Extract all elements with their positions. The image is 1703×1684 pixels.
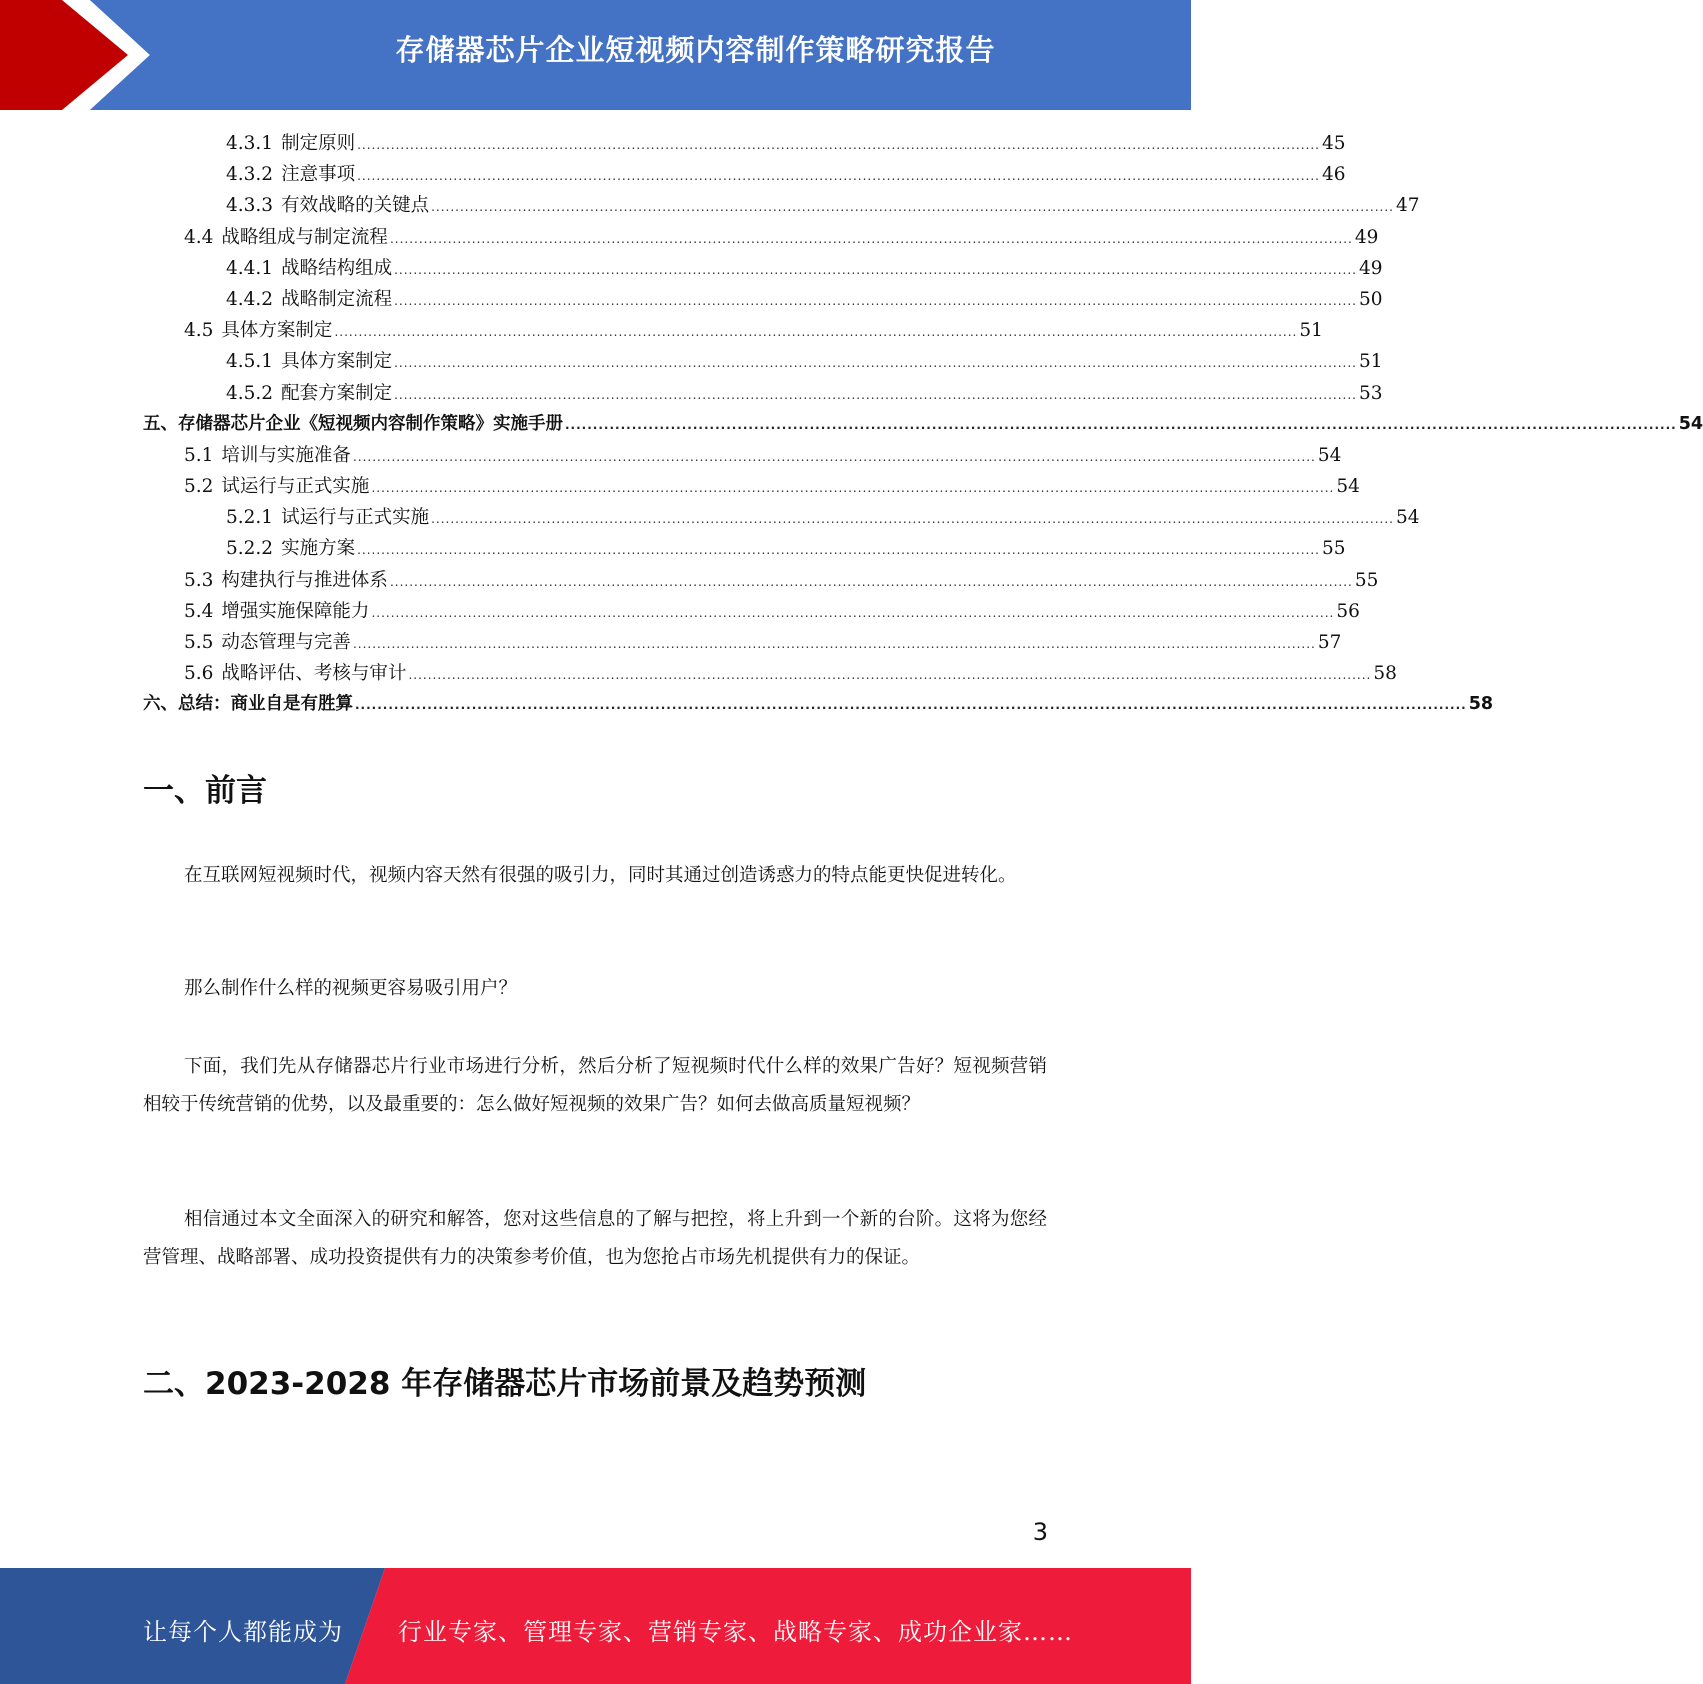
toc-entry-title: 动态管理与完善 <box>221 632 351 653</box>
toc-dot-leader: ........................................................................................................................................................................................................ <box>357 543 1320 558</box>
toc-entry[interactable] <box>143 159 1346 190</box>
toc-entry-number: 4.5 <box>184 320 214 342</box>
toc-entry-page: 54 <box>1678 413 1703 434</box>
page-footer <box>0 1568 1191 1684</box>
toc-entry[interactable] <box>143 471 1360 502</box>
toc-entry-number: 5.5 <box>184 632 214 653</box>
toc-dot-leader: ........................................................................................................................................................................................................ <box>389 574 1353 589</box>
page-header <box>0 0 1191 110</box>
section-heading-market-forecast: 二、2023-2028 年存储器芯片市场前景及趋势预测 <box>143 1366 867 1402</box>
toc-dot-leader: ........................................................................................................................................................................................................ <box>352 637 1316 651</box>
toc-entry[interactable] <box>143 440 1342 471</box>
toc-entry-page: 55 <box>1354 569 1379 591</box>
toc-dot-leader: ........................................................................................................................................................................................................ <box>408 668 1372 683</box>
toc-dot-leader: ........................................................................................................................................................................................................ <box>371 605 1335 620</box>
report-title: 存储器芯片企业短视频内容制作策略研究报告 <box>395 33 996 67</box>
toc-entry-number: 5.6 <box>184 663 214 685</box>
toc-entry-title: 五、存储器芯片企业《短视频内容制作策略》实施手册 <box>143 413 563 434</box>
toc-entry[interactable] <box>143 502 1420 533</box>
toc-entry-title: 制定原则 <box>281 133 356 154</box>
toc-entry[interactable] <box>143 689 1494 720</box>
preface-paragraph-2: 那么制作什么样的视频更容易吸引用户？ <box>184 978 518 999</box>
preface-paragraph-3: 下面，我们先从存储器芯片行业市场进行分析，然后分析了短视频时代什么样的效果广告好？短视频营销相较于传统营销的优势，以及最重要的：怎么做好短视频的效果广告？如何去做高质量短视频？ <box>143 1056 1047 1115</box>
table-of-contents <box>143 128 1703 721</box>
toc-entry-page: 56 <box>1336 600 1360 622</box>
toc-entry-title: 实施方案 <box>281 538 356 560</box>
preface-paragraph-1: 在互联网短视频时代，视频内容天然有很强的吸引力，同时其通过创造诱惑力的特点能更快促进转化。 <box>184 865 1017 886</box>
toc-entry-page: 50 <box>1358 288 1383 310</box>
toc-entry[interactable] <box>143 409 1703 440</box>
toc-entry-number: 4.3.3 <box>226 195 274 217</box>
toc-dot-leader: ........................................................................................................................................................................................................ <box>355 698 1467 713</box>
toc-entry[interactable] <box>143 378 1383 409</box>
toc-entry-number: 5.3 <box>184 569 214 591</box>
page-number: 3 <box>1032 1518 1048 1546</box>
toc-entry[interactable] <box>143 596 1360 627</box>
toc-entry[interactable] <box>143 565 1379 596</box>
toc-entry-number: 5.2.1 <box>226 507 274 529</box>
toc-entry-number: 4.3.2 <box>226 164 274 186</box>
toc-dot-leader: ........................................................................................................................................................................................................ <box>352 449 1316 464</box>
toc-dot-leader: ........................................................................................................................................................................................................ <box>357 138 1320 152</box>
toc-entry-title: 培训与实施准备 <box>221 444 351 466</box>
toc-entry[interactable] <box>143 627 1342 658</box>
toc-entry-title: 配套方案制定 <box>281 382 393 404</box>
toc-entry-title: 战略结构组成 <box>281 257 393 279</box>
toc-entry-number: 5.2.2 <box>226 538 274 560</box>
toc-entry-page: 53 <box>1358 382 1383 404</box>
toc-entry-page: 54 <box>1317 444 1342 466</box>
toc-entry-page: 58 <box>1373 663 1397 685</box>
toc-entry-title: 具体方案制定 <box>221 320 333 342</box>
toc-entry-title: 战略评估、考核与审计 <box>221 663 407 685</box>
toc-entry[interactable] <box>143 190 1420 221</box>
toc-entry-number: 4.3.1 <box>226 133 274 154</box>
toc-dot-leader: ........................................................................................................................................................................................................ <box>565 417 1677 432</box>
toc-entry[interactable] <box>143 253 1383 284</box>
toc-entry-page: 54 <box>1336 476 1360 498</box>
toc-entry-page: 58 <box>1468 694 1494 715</box>
toc-entry-number: 5.1 <box>184 444 214 466</box>
toc-dot-leader: ........................................................................................................................................................................................................ <box>371 481 1335 496</box>
toc-entry-number: 4.5.1 <box>226 351 274 373</box>
toc-dot-leader: ........................................................................................................................................................................................................ <box>394 262 1357 277</box>
toc-entry[interactable] <box>143 533 1346 564</box>
toc-dot-leader: ........................................................................................................................................................................................................ <box>431 200 1394 215</box>
toc-entry-page: 57 <box>1317 632 1342 653</box>
toc-entry[interactable] <box>143 658 1397 689</box>
toc-entry[interactable] <box>143 315 1323 346</box>
toc-dot-leader: ........................................................................................................................................................................................................ <box>394 293 1357 308</box>
preface-paragraph-4: 相信通过本文全面深入的研究和解答，您对这些信息的了解与把控，将上升到一个新的台阶。这将为您经营管理、战略部署、成功投资提供有力的决策参考价值，也为您抢占市场先机提供有力的保证。 <box>143 1209 1047 1268</box>
toc-entry-number: 5.4 <box>184 600 214 622</box>
toc-entry-title: 六、总结：商业自是有胜算 <box>143 694 353 715</box>
toc-entry-page: 55 <box>1321 538 1346 560</box>
footer-slogan-right: 行业专家、管理专家、营销专家、战略专家、成功企业家…… <box>398 1618 1073 1646</box>
toc-entry-number: 4.4 <box>184 226 214 248</box>
toc-entry-number: 4.5.2 <box>226 382 274 404</box>
toc-dot-leader: ........................................................................................................................................................................................................ <box>394 387 1357 402</box>
toc-entry-title: 构建执行与推进体系 <box>221 569 388 591</box>
toc-entry-title: 具体方案制定 <box>281 351 393 373</box>
toc-entry-page: 51 <box>1299 320 1323 342</box>
footer-slogan-left: 让每个人都能成为 <box>143 1618 343 1646</box>
section-heading-preface: 一、前言 <box>143 773 267 809</box>
toc-entry-number: 5.2 <box>184 476 214 498</box>
toc-entry-page: 49 <box>1358 257 1383 279</box>
toc-entry-title: 战略组成与制定流程 <box>221 226 388 248</box>
toc-entry-page: 46 <box>1321 164 1346 186</box>
toc-entry-page: 49 <box>1354 226 1379 248</box>
toc-entry-number: 4.4.2 <box>226 288 274 310</box>
toc-dot-leader: ........................................................................................................................................................................................................ <box>431 512 1394 527</box>
toc-entry-page: 54 <box>1395 507 1420 529</box>
toc-entry-title: 增强实施保障能力 <box>221 600 370 622</box>
toc-dot-leader: ........................................................................................................................................................................................................ <box>389 231 1353 246</box>
toc-entry-page: 51 <box>1358 351 1383 373</box>
toc-entry-title: 试运行与正式实施 <box>281 507 430 529</box>
toc-entry[interactable] <box>143 284 1383 315</box>
toc-entry-number: 4.4.1 <box>226 257 274 279</box>
toc-entry[interactable] <box>143 128 1346 159</box>
toc-entry[interactable] <box>143 346 1383 377</box>
toc-entry[interactable] <box>143 222 1379 253</box>
toc-dot-leader: ........................................................................................................................................................................................................ <box>394 356 1357 371</box>
toc-entry-title: 试运行与正式实施 <box>221 476 370 498</box>
toc-entry-page: 47 <box>1395 195 1420 217</box>
toc-dot-leader: ........................................................................................................................................................................................................ <box>357 169 1320 184</box>
toc-entry-title: 有效战略的关键点 <box>281 195 430 217</box>
toc-entry-title: 战略制定流程 <box>281 288 393 310</box>
toc-entry-title: 注意事项 <box>281 164 356 186</box>
toc-dot-leader: ........................................................................................................................................................................................................ <box>334 325 1298 340</box>
toc-entry-page: 45 <box>1321 133 1346 154</box>
